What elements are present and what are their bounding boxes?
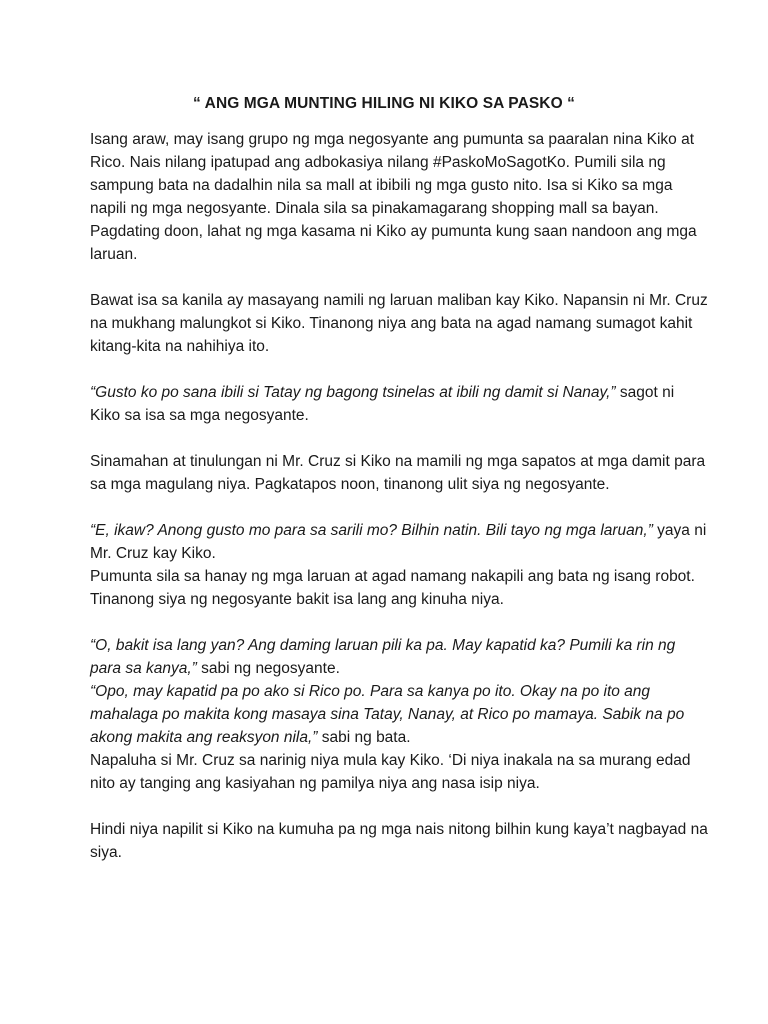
dialogue-quote: “Gusto ko po sana ibili si Tatay ng bagong tsinelas at ibili ng damit si Nanay,” (90, 384, 616, 401)
paragraph-3 (90, 381, 708, 427)
paragraph-4: Sinamahan at tinulungan ni Mr. Cruz si Kiko na mamili ng mga sapatos at mga damit para sa mga magulang niya. Pagkatapos noon, tinanong ulit siya ng negosyante. (90, 453, 706, 493)
paragraph-1: Isang araw, may isang grupo ng mga negosyante ang pumunta sa paaralan nina Kiko at Rico. Nais nilang ipatupad ang adbokasiya nilang #PaskoMoSagotKo. Pumili sila ng sampung bata na dadalhin nila sa mall at ibibili ng mga gusto nito. Isa si Kiko sa mga napili ng mga negosyante. Dinala sila sa pinakamagarang shopping mall sa bayan. Pagdating doon, lahat ng mga kasama ni Kiko ay pumunta kung saan nandoon ang mga laruan. (90, 131, 697, 263)
paragraph-6: Pumunta sila sa hanay ng mga laruan at agad namang nakapili ang bata ng isang robot. Tinanong siya ng negosyante bakit isa lang ang kinuha niya. (90, 568, 695, 608)
story-title: “ ANG MGA MUNTING HILING NI KIKO SA PASKO “ (192, 95, 576, 112)
paragraph-7 (90, 634, 708, 680)
dialogue-tag: sabi ng negosyante. (196, 660, 340, 677)
dialogue-tag: sabi ng bata. (317, 729, 411, 746)
dialogue-quote: “O, bakit isa lang yan? Ang daming laruan pili ka pa. May kapatid ka? Pumili ka rin ng para sa kanya,” (90, 637, 676, 677)
paragraph-10: Hindi niya napilit si Kiko na kumuha pa ng mga nais nitong bilhin kung kaya’t nagbayad na siya. (90, 821, 708, 861)
dialogue-quote: “Opo, may kapatid pa po ako si Rico po. Para sa kanya po ito. Okay na po ito ang mahalaga po makita kong masaya sina Tatay, Nanay, at Rico po mamaya. Sabik na po akong makita ang reaksyon nila,” (90, 683, 685, 746)
paragraph-8 (90, 680, 708, 749)
dialogue-tag: yaya ni Mr. Cruz kay Kiko. (90, 522, 707, 562)
paragraph-2: Bawat isa sa kanila ay masayang namili ng laruan maliban kay Kiko. Napansin ni Mr. Cruz na mukhang malungkot si Kiko. Tinanong niya ang bata na agad namang sumagot kahit kitang-kita na nahihiya ito. (90, 292, 708, 355)
paragraph-5 (90, 519, 708, 565)
story-body (90, 128, 708, 864)
dialogue-quote: “E, ikaw? Anong gusto mo para sa sarili mo? Bilhin natin. Bili tayo ng mga laruan,” (90, 522, 653, 539)
paragraph-9: Napaluha si Mr. Cruz sa narinig niya mula kay Kiko. ‘Di niya inakala na sa murang edad nito ay tanging ang kasiyahan ng pamilya niya ang nasa isip niya. (90, 752, 691, 792)
dialogue-tag: sagot ni Kiko sa isa sa mga negosyante. (90, 384, 675, 424)
